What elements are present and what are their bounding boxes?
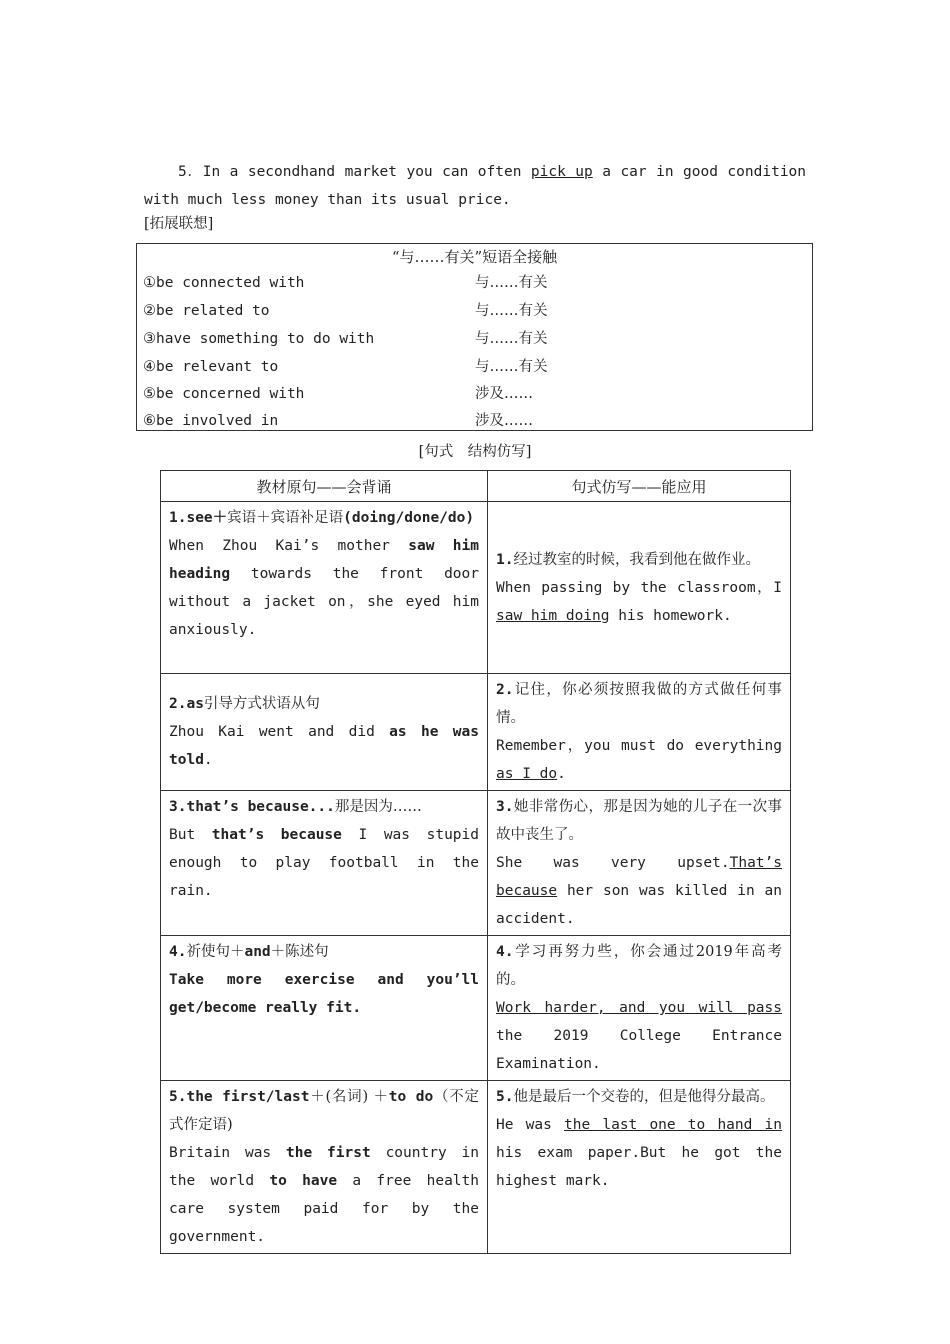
original-cell: 4.祈使句＋and＋陈述句 Take more exercise and you’ll get/become really fit. [161, 936, 488, 1081]
imitation-cell: 2.记住，你必须按照我做的方式做任何事情。 Remember，you must do everything as I do. [488, 674, 791, 791]
phrase-zh: 涉及…… [475, 413, 533, 429]
header-original: 教材原句——会背诵 [161, 471, 488, 502]
exercise-text-post: a car in good condition with much less money than its usual price. [144, 164, 807, 208]
phrase-zh: 与……有关 [475, 331, 548, 347]
phrase-row [143, 408, 812, 434]
original-cell: 5.the first/last＋(名词) ＋to do（不定式作定语) Britain was the first country in the world to have a free health care system paid for by the government. [161, 1081, 488, 1254]
phrase-row [143, 354, 812, 380]
phrase-en: ⑥be involved in [143, 413, 279, 429]
answer-underline: That’s because [496, 855, 782, 899]
original-cell: 3.that’s because...那是因为…… But that’s because I was stupid enough to play football in the rain. [161, 791, 488, 936]
table-row [161, 674, 791, 791]
imitation-cell: 5.他是最后一个交卷的，但是他得分最高。 He was the last one to hand in his exam paper.But he got the highest mark. [488, 1081, 791, 1254]
answer-underline: as I do [496, 766, 558, 782]
table-row [161, 791, 791, 936]
exercise-5 [144, 158, 806, 214]
phrase-box [136, 243, 813, 431]
answer-underline: Work harder, and you will pass [496, 1000, 782, 1016]
exercise-number: 5 [178, 164, 187, 180]
imitation-cell: 3.她非常伤心，那是因为她的儿子在一次事故中丧生了。 She was very upset.That’s because her son was killed in an accident. [488, 791, 791, 936]
phrase-zh: 与……有关 [475, 275, 548, 291]
phrase-zh: 涉及…… [475, 386, 533, 402]
table-row [161, 502, 791, 674]
phrase-box-title: “与……有关”短语全接触 [391, 248, 558, 266]
phrase-row [143, 326, 812, 352]
original-cell: 2.as引导方式状语从句 Zhou Kai went and did as he was told. [161, 674, 488, 791]
exercise-text-pre: ．In a secondhand market you can often [186, 164, 531, 180]
sentence-pattern-table [160, 470, 791, 1254]
phrase-row [143, 381, 812, 407]
table-header-row [161, 471, 791, 502]
phrase-en: ③have something to do with [143, 331, 375, 347]
phrase-zh: 与……有关 [475, 359, 548, 375]
phrase-en: ②be related to [143, 303, 270, 319]
phrase-zh: 与……有关 [475, 303, 548, 319]
answer-underline: the last one to hand in [564, 1117, 782, 1133]
phrase-en: ①be connected with [143, 275, 305, 291]
section-label: [句式 结构仿写] [418, 444, 532, 460]
exercise-answer: pick up [530, 164, 593, 180]
imitation-cell: 1.经过教室的时候，我看到他在做作业。 When passing by the classroom，I saw him doing his homework. [488, 502, 791, 674]
phrase-en: ④be relevant to [143, 359, 279, 375]
original-cell: 1.see＋宾语＋宾语补足语(doing/done/do) When Zhou Kai’s mother saw him heading towards the front door without a jacket on，she eyed him anxiously. [161, 502, 488, 674]
header-imitation: 句式仿写——能应用 [488, 471, 791, 502]
table-row [161, 936, 791, 1081]
phrase-en: ⑤be concerned with [143, 386, 305, 402]
imitation-cell: 4.学习再努力些，你会通过2019年高考的。 Work harder, and you will pass the 2019 College Entrance Examination. [488, 936, 791, 1081]
phrase-row [143, 270, 812, 296]
table-row [161, 1081, 791, 1254]
extension-label: [拓展联想] [144, 216, 214, 232]
answer-underline: saw him doing [496, 607, 610, 624]
phrase-row [143, 298, 812, 324]
